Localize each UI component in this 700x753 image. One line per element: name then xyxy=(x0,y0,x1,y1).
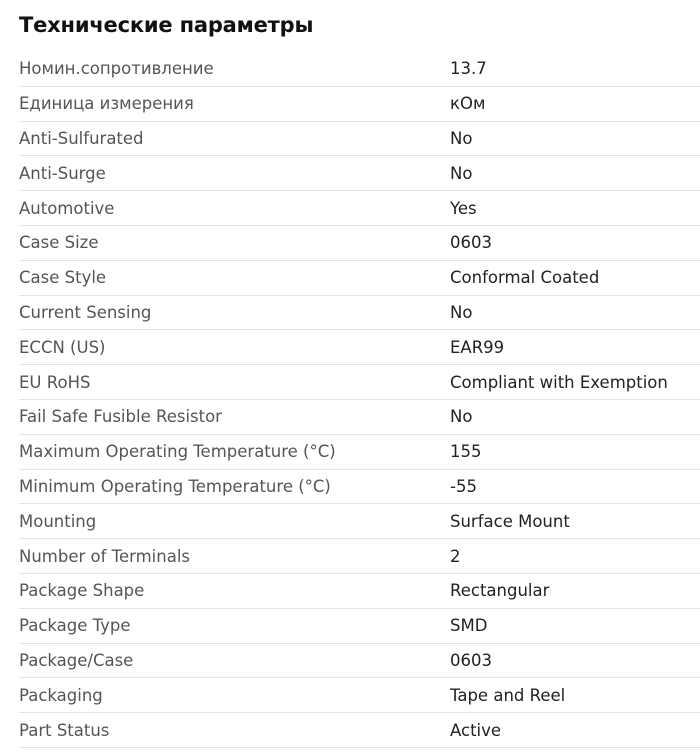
spec-value: No xyxy=(450,302,473,322)
spec-row xyxy=(19,122,700,157)
spec-value: -55 xyxy=(450,476,477,496)
spec-name: Maximum Operating Temperature (°C) xyxy=(19,442,336,462)
spec-value: 155 xyxy=(450,442,482,462)
spec-row xyxy=(19,574,700,609)
spec-row xyxy=(19,539,700,574)
spec-row xyxy=(19,504,700,539)
spec-name: Anti-Surge xyxy=(19,163,106,183)
spec-name: Package/Case xyxy=(19,650,134,670)
spec-name: Fail Safe Fusible Resistor xyxy=(19,407,222,427)
spec-row xyxy=(19,400,700,435)
spec-row xyxy=(19,365,700,400)
spec-name: Part Status xyxy=(19,720,110,740)
spec-value: 0603 xyxy=(450,650,492,670)
spec-row xyxy=(19,644,700,679)
spec-row xyxy=(19,226,700,261)
spec-name: Mounting xyxy=(19,511,97,531)
spec-value: Compliant with Exemption xyxy=(450,372,668,392)
spec-row xyxy=(19,261,700,296)
spec-value: кОм xyxy=(450,94,486,114)
spec-name: Номин.сопротивление xyxy=(19,59,214,79)
spec-name: ECCN (US) xyxy=(19,337,106,357)
spec-name: Packaging xyxy=(19,685,103,705)
spec-value: 2 xyxy=(450,546,461,566)
spec-value: No xyxy=(450,128,473,148)
spec-name: Anti-Sulfurated xyxy=(19,128,144,148)
spec-name: Number of Terminals xyxy=(19,546,191,566)
spec-table xyxy=(19,52,700,748)
spec-name: Package Shape xyxy=(19,581,145,601)
spec-row xyxy=(19,609,700,644)
spec-row xyxy=(19,435,700,470)
spec-value: Surface Mount xyxy=(450,511,570,531)
spec-row xyxy=(19,296,700,331)
spec-name: EU RoHS xyxy=(19,372,91,392)
spec-value: Tape and Reel xyxy=(450,685,566,705)
spec-value: 13.7 xyxy=(450,59,487,79)
section-title: Технические параметры xyxy=(19,13,314,37)
spec-row xyxy=(19,191,700,226)
spec-name: Minimum Operating Temperature (°C) xyxy=(19,476,331,496)
spec-row xyxy=(19,713,700,748)
spec-name: Case Size xyxy=(19,233,99,253)
spec-value: No xyxy=(450,407,473,427)
spec-name: Current Sensing xyxy=(19,302,152,322)
spec-value: Active xyxy=(450,720,502,740)
spec-name: Package Type xyxy=(19,616,131,636)
spec-value: Rectangular xyxy=(450,581,550,601)
spec-name: Case Style xyxy=(19,268,107,288)
spec-name: Единица измерения xyxy=(19,94,194,114)
spec-row xyxy=(19,330,700,365)
spec-value: No xyxy=(450,163,473,183)
spec-value: EAR99 xyxy=(450,337,505,357)
spec-row xyxy=(19,156,700,191)
spec-value: 0603 xyxy=(450,233,492,253)
spec-value: Yes xyxy=(450,198,477,218)
spec-row xyxy=(19,678,700,713)
spec-value: SMD xyxy=(450,616,488,636)
spec-value: Conformal Coated xyxy=(450,268,600,288)
spec-name: Automotive xyxy=(19,198,115,218)
spec-row xyxy=(19,52,700,87)
spec-row xyxy=(19,87,700,122)
spec-row xyxy=(19,470,700,505)
